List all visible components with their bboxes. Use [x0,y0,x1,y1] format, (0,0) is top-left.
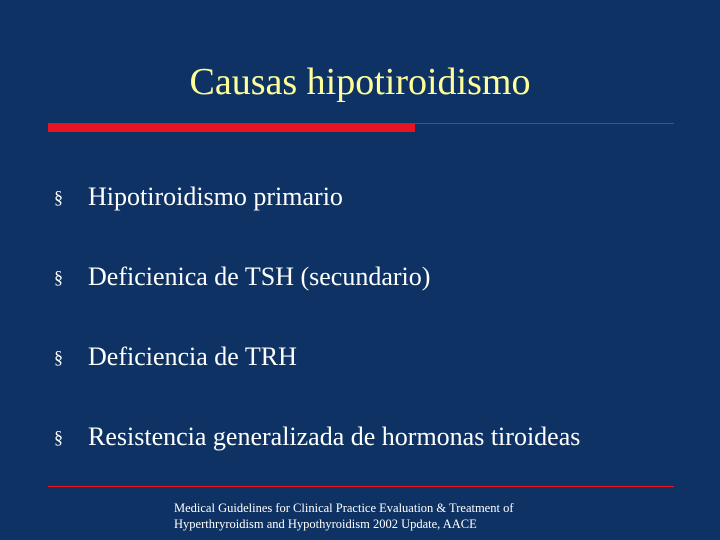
slide-title: Causas hipotiroidismo [189,61,531,103]
footer-divider [48,486,674,487]
footer-line: Hyperthryroidism and Hypothyroidism 2002 Update, AACE [174,517,477,531]
bullet-icon: § [54,267,63,287]
footer-citation [174,500,594,532]
bullet-text: Deficiencia de TRH [88,342,297,371]
bullet-text: Hipotiroidismo primario [88,182,343,211]
bullet-icon: § [54,427,63,447]
bullet-text: Deficienica de TSH (secundario) [88,262,431,291]
footer-line: Medical Guidelines for Clinical Practice Evaluation & Treatment of [174,501,514,515]
bullet-text: Resistencia generalizada de hormonas tiroideas [88,422,581,451]
bullet-icon: § [54,187,63,207]
bullet-icon: § [54,347,63,367]
